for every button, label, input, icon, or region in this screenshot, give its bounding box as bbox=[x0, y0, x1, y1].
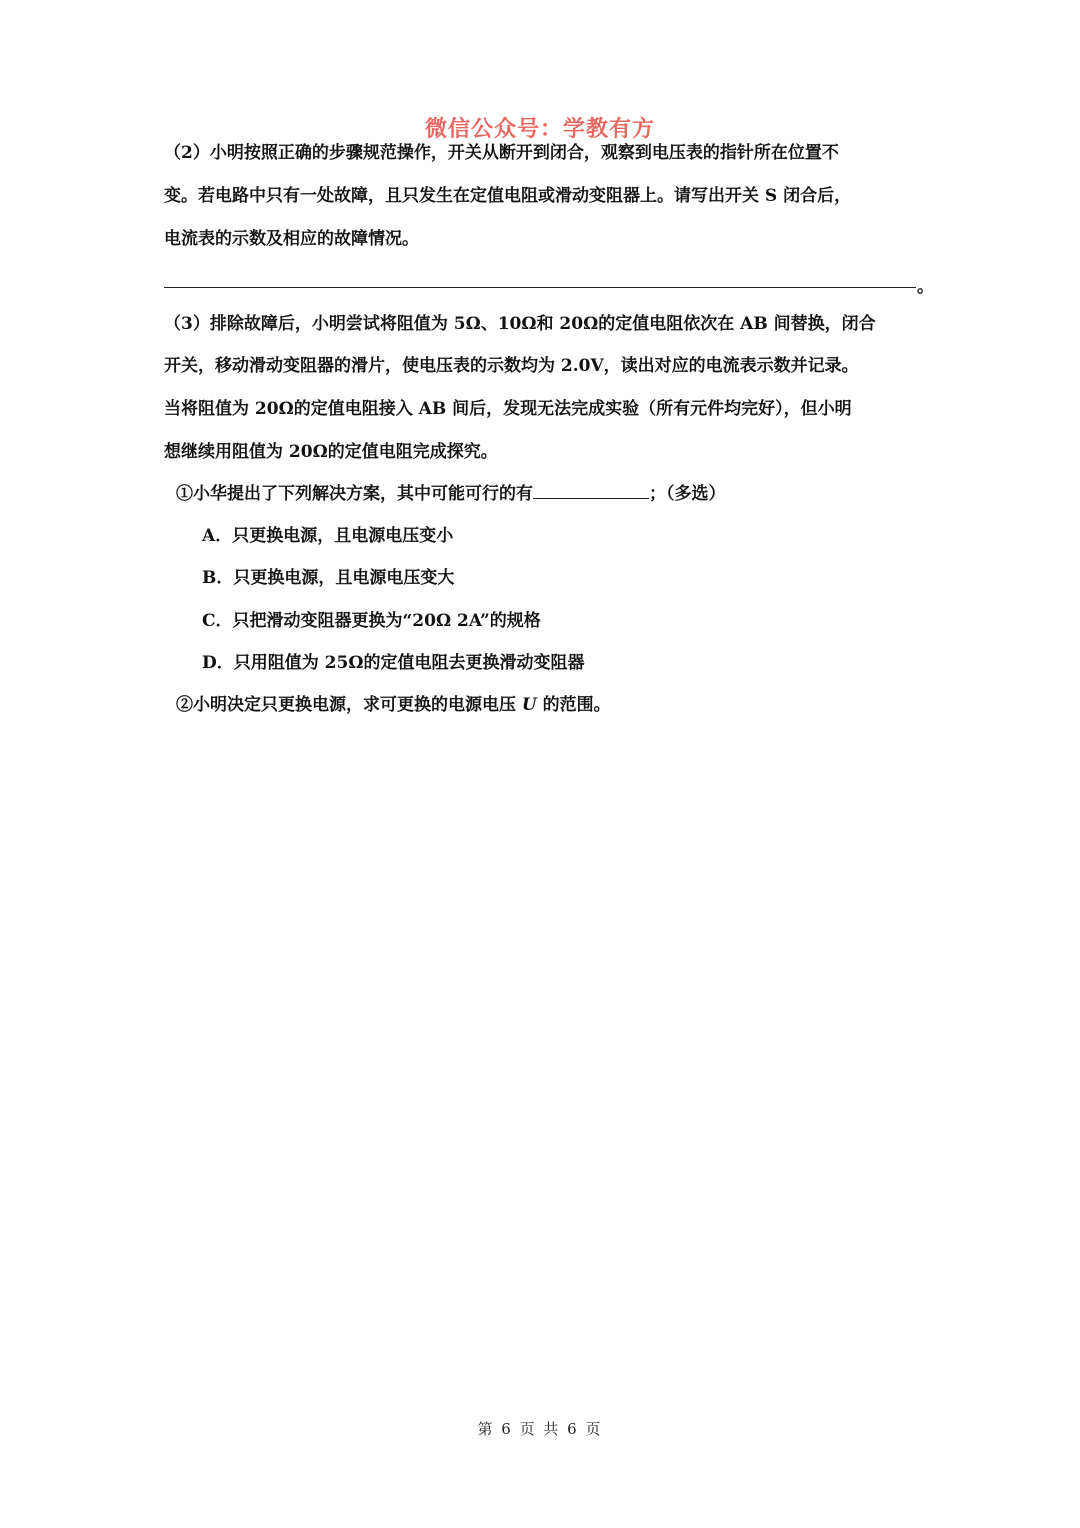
sub-question-1-suffix: ；（多选） bbox=[649, 484, 726, 504]
option-c: C．只把滑动变阻器更换为“20Ω 2A”的规格 bbox=[202, 611, 541, 631]
q3-line-2: 开关，移动滑动变阻器的滑片，使电压表的示数均为 2.0V，读出对应的电流表示数并记录。 bbox=[164, 356, 859, 376]
sub-question-1-text: ①小华提出了下列解决方案，其中可能可行的有 bbox=[176, 484, 533, 504]
watermark-text: 微信公众号：学教有方 bbox=[424, 117, 655, 142]
sub-question-2-text: ②小明决定只更换电源，求可更换的电源电压 bbox=[176, 695, 522, 715]
q3-sub-question-2 bbox=[176, 693, 932, 717]
q3-line-4: 想继续用阻值为 20Ω的定值电阻完成探究。 bbox=[164, 442, 498, 462]
option-a: A．只更换电源，且电源电压变小 bbox=[202, 526, 454, 546]
answer-blank-period: 。 bbox=[917, 277, 934, 297]
q3-line-3: 当将阻值为 20Ω的定值电阻接入 AB 间后，发现无法完成实验（所有元件均完好），但小明 bbox=[164, 399, 852, 419]
q3-sub-question-1 bbox=[176, 482, 932, 506]
option-d: D．只用阻值为 25Ω的定值电阻去更换滑动变阻器 bbox=[202, 653, 585, 673]
q2-line-2: 变。若电路中只有一处故障，且只发生在定值电阻或滑动变阻器上。请写出开关 S 闭合后， bbox=[164, 186, 852, 206]
q2-line-3: 电流表的示数及相应的故障情况。 bbox=[164, 229, 419, 249]
multi-choice-answer-blank bbox=[533, 482, 649, 499]
answer-blank-line bbox=[164, 287, 916, 288]
q2-line-1: （2）小明按照正确的步骤规范操作，开关从断开到闭合，观察到电压表的指针所在位置不 bbox=[164, 143, 839, 163]
page-number: 第 6 页 共 6 页 bbox=[477, 1420, 603, 1438]
voltage-variable: U bbox=[521, 695, 537, 715]
sub-question-2-suffix: 的范围。 bbox=[536, 695, 611, 715]
option-b: B．只更换电源，且电源电压变大 bbox=[202, 568, 455, 588]
q3-line-1: （3）排除故障后，小明尝试将阻值为 5Ω、10Ω和 20Ω的定值电阻依次在 AB 间替换，闭合 bbox=[164, 314, 876, 334]
